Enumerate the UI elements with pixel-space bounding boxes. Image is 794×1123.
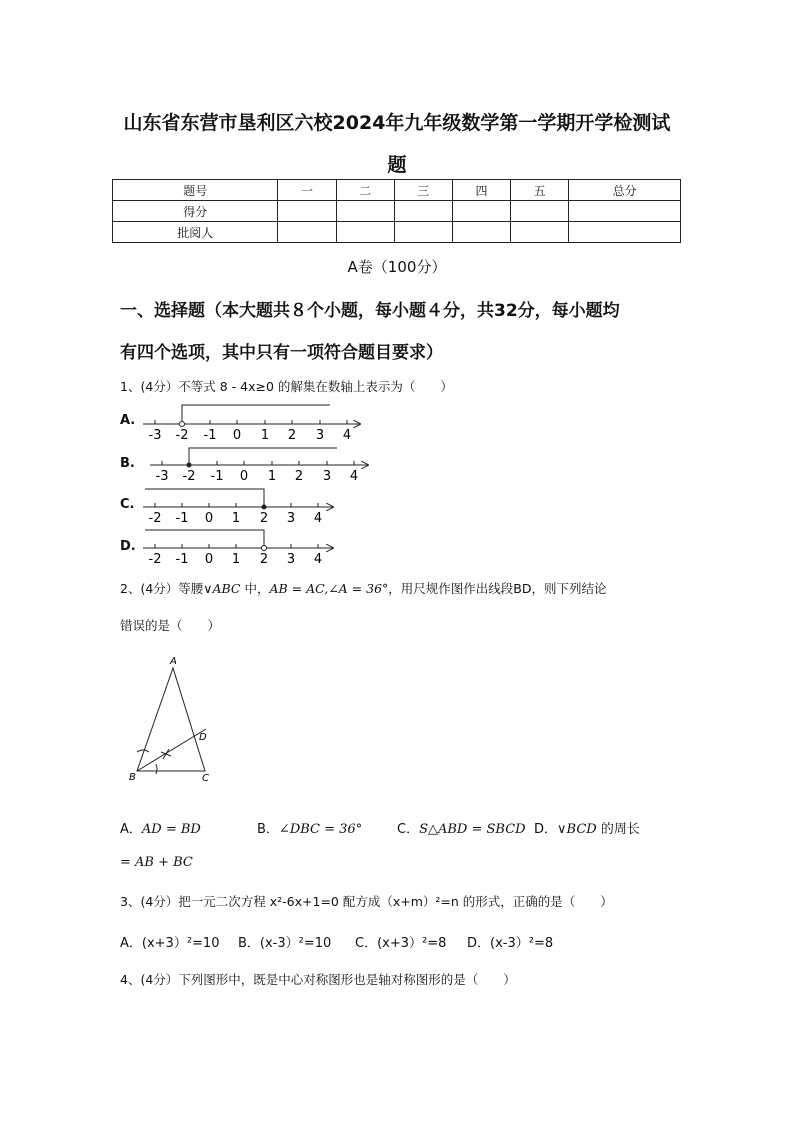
row-label: 批阅人 — [113, 222, 278, 243]
tick-label: 0 — [204, 511, 214, 526]
tick-label: -2 — [148, 552, 162, 567]
tick-label: 0 — [239, 469, 249, 484]
stem-text: 2、(4分）等腰 — [120, 581, 204, 596]
tick-label: -3 — [155, 469, 169, 484]
tick-label: 3 — [322, 469, 332, 484]
tick-label: -2 — [182, 469, 196, 484]
tick-label: 2 — [287, 428, 297, 443]
q3-option-a[interactable]: A．(x+3）²=10 — [120, 936, 220, 951]
option-d-label[interactable]: D. — [120, 539, 136, 554]
vertex-label: D — [199, 732, 207, 743]
number-line-a — [143, 405, 360, 443]
number-line-b — [150, 448, 368, 484]
question-4-stem: 4、(4分）下列图形中，既是中心对称图形也是轴对称图形的是（ ） — [120, 972, 516, 987]
tick-label: -2 — [148, 511, 162, 526]
solution-bracket — [182, 405, 330, 424]
tick-label: 1 — [231, 511, 241, 526]
tick-label: -1 — [203, 428, 217, 443]
option-label: C． — [397, 822, 420, 837]
tick-label: 4 — [342, 428, 352, 443]
tick-label: 2 — [259, 552, 269, 567]
section-heading: 一、选择题（本大题共８个小题，每小题４分，共32分，每小题均 — [120, 301, 620, 321]
q2-option-d-continued: = AB + BC — [120, 855, 193, 870]
option-label: B． — [257, 822, 279, 837]
segment-bd — [137, 729, 206, 771]
table-header-cell: 总分 — [569, 180, 681, 201]
solution-bracket — [145, 489, 264, 507]
option-text: S△ABD = SBCD — [419, 822, 526, 837]
tick-label: 1 — [231, 552, 241, 567]
tick-label: 1 — [260, 428, 270, 443]
table-header-cell: 题号 — [113, 180, 278, 201]
tick-label: -2 — [175, 428, 189, 443]
q2-option-b[interactable] — [257, 818, 362, 837]
tick-label: -1 — [210, 469, 224, 484]
tick-label: 2 — [259, 511, 269, 526]
tick-label: -1 — [175, 552, 189, 567]
q2-option-d[interactable] — [534, 818, 640, 837]
tick-label: 3 — [315, 428, 325, 443]
tick-label: 3 — [286, 552, 296, 567]
q2-option-c[interactable] — [397, 818, 526, 837]
q2-option-a[interactable] — [120, 818, 201, 837]
tick-label: 3 — [286, 511, 296, 526]
question-3-stem: 3、(4分）把一元二次方程 x²-6x+1=0 配方成（x+m）²=n 的形式，正确的是（ ） — [120, 894, 613, 909]
tick-label: 1 — [267, 469, 277, 484]
table-header-cell: 五 — [511, 180, 569, 201]
question-1-stem: 1、(4分）不等式 8 - 4x≥0 的解集在数轴上表示为（ ） — [120, 379, 453, 394]
table-header-cell: 三 — [394, 180, 452, 201]
table-header-cell: 一 — [278, 180, 336, 201]
option-c-label[interactable]: C. — [120, 497, 135, 512]
option-a-label[interactable]: A. — [120, 413, 136, 428]
vertex-label: A — [170, 656, 177, 667]
tick-label: 0 — [232, 428, 242, 443]
page-title-continued: 题 — [387, 154, 407, 176]
option-text: ∨BCD — [557, 822, 597, 837]
q3-option-b[interactable]: B．(x-3）²=10 — [238, 936, 332, 951]
tick-label: 4 — [313, 511, 323, 526]
solution-bracket — [189, 448, 337, 465]
tick-label: 4 — [313, 552, 323, 567]
q3-option-c[interactable]: C．(x+3）²=8 — [355, 936, 447, 951]
table-header-cell: 二 — [336, 180, 394, 201]
tick-label: 4 — [349, 469, 359, 484]
given-condition: AB = AC,∠A = 36° — [269, 581, 389, 596]
closed-endpoint — [262, 505, 267, 510]
table-header-cell: 四 — [452, 180, 510, 201]
arc-mark — [137, 750, 149, 752]
option-label: D． — [534, 822, 558, 837]
closed-endpoint — [187, 463, 192, 468]
vertex-label: C — [202, 773, 209, 784]
question-2-stem — [120, 579, 607, 597]
part-title: A卷（100分） — [347, 258, 447, 276]
open-endpoint — [262, 546, 267, 551]
option-label: A． — [120, 822, 142, 837]
solution-bracket — [145, 530, 264, 548]
stem-text: 中， — [240, 581, 270, 596]
q3-option-d[interactable]: D．(x-3）²=8 — [467, 936, 554, 951]
tick-label: 0 — [204, 552, 214, 567]
tick-label: 2 — [294, 469, 304, 484]
triangle-figure — [125, 650, 225, 790]
tick-label: -3 — [148, 428, 162, 443]
vertex-label: B — [129, 772, 136, 783]
arc-mark — [156, 764, 157, 774]
arc-mark — [161, 749, 171, 759]
tick-label: -1 — [175, 511, 189, 526]
option-text: 的周长 — [596, 822, 640, 837]
section-heading-continued: 有四个选项，其中只有一项符合题目要求） — [120, 343, 443, 363]
option-text: ∠DBC = 36° — [278, 822, 363, 837]
stem-text: ，用尺规作图作出线段BD，则下列结论 — [388, 581, 607, 596]
question-2-stem-continued: 错误的是（ ） — [120, 618, 221, 633]
page-title: 山东省东营市垦利区六校2024年九年级数学第一学期开学检测试 — [123, 112, 671, 134]
option-b-label[interactable]: B. — [120, 456, 135, 471]
row-label: 得分 — [113, 201, 278, 222]
number-line-d — [143, 530, 333, 567]
triangle-symbol: ∨ABC — [203, 581, 241, 596]
option-text: AD = BD — [141, 822, 201, 837]
open-endpoint — [180, 422, 185, 427]
number-line-c — [143, 489, 333, 526]
